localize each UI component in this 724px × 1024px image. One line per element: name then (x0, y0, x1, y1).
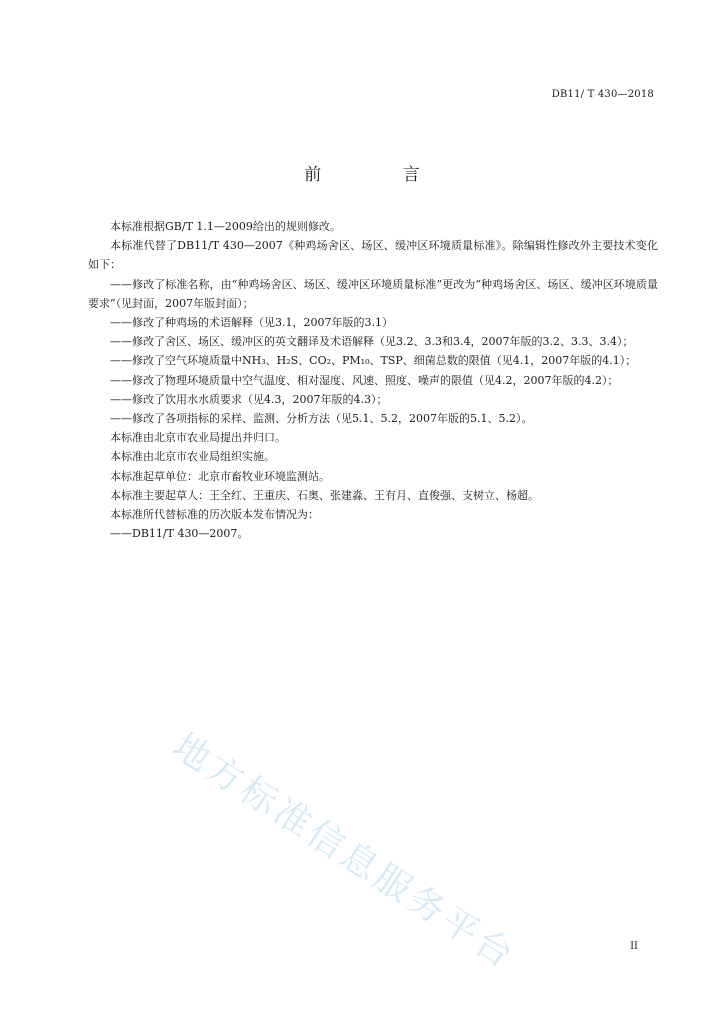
watermark: 地方标准信息服务平台 (165, 725, 524, 979)
paragraph: 本标准根据GB/T 1.1—2009给出的规则修改。 (110, 220, 341, 233)
paragraph: ——修改了各项指标的采样、监测、分析方法（见5.1、5.2，2007年版的5.1、5.2）。 (110, 412, 533, 426)
preface-body (88, 217, 658, 543)
page-number: II (630, 941, 638, 952)
document-code: DB11/ T 430—2018 (551, 89, 654, 100)
paragraph: 本标准由北京市农业局提出并归口。 (110, 431, 286, 445)
paragraph: ——DB11/T 430—2007。 (110, 527, 249, 541)
paragraph: ——修改了舍区、场区、缓冲区的英文翻译及术语解释（见3.2、3.3和3.4，2007年版的3.2、3.3、3.4）； (110, 335, 634, 349)
paragraph: 本标准起草单位：北京市畜牧业环境监测站。 (110, 469, 330, 483)
paragraph: 本标准由北京市农业局组织实施。 (110, 450, 275, 464)
paragraph: 本标准代替了DB11/T 430—2007《种鸡场舍区、场区、缓冲区环境质量标准》。除编辑性修改外主要技术变化如下： (88, 239, 658, 272)
paragraph: ——修改了饮用水水质要求（见4.3，2007年版的4.3）； (110, 392, 388, 406)
paragraph: ——修改了物理环境质量中空气温度、相对湿度、风速、照度、噪声的限值（见4.2，2007年版的4.2）； (110, 373, 619, 387)
paragraph: ——修改了种鸡场的术语解释（见3.1，2007年版的3.1） (110, 316, 393, 330)
paragraph: ——修改了空气环境质量中NH₃、H₂S、CO₂、PM₁₀、TSP、细菌总数的限值（见4.1，2007年版的4.1）； (110, 354, 637, 368)
page-title: 前 言 (304, 165, 458, 185)
paragraph: ——修改了标准名称，由“种鸡场舍区、场区、缓冲区环境质量标准”更改为“种鸡场舍区、场区、缓冲区环境质量要求”（见封面，2007年版封面）； (88, 277, 658, 310)
paragraph: 本标准所代替标准的历次版本发布情况为： (110, 508, 319, 522)
paragraph: 本标准主要起草人：王全红、王重庆、石奥、张建淼、王有月、直俊强、支树立、杨超。 (110, 488, 539, 502)
